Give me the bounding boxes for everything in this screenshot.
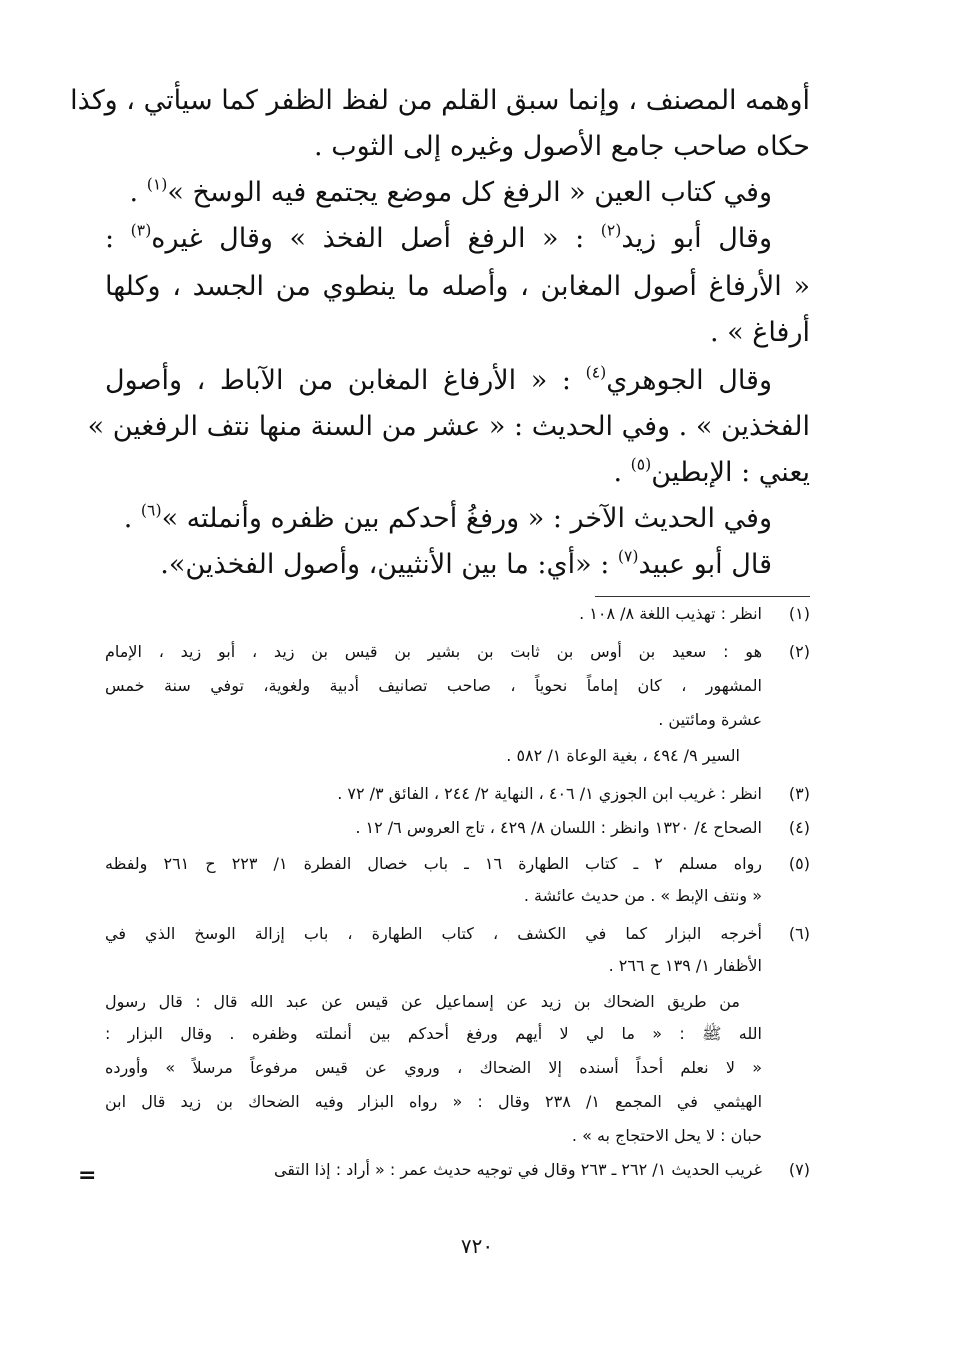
main-line-3-text: وفي كتاب العين « الرفغ كل موضع يجتمع فيه الوسخ » bbox=[167, 177, 772, 208]
footnote-2-line-4 bbox=[506, 740, 740, 772]
footnote-2-number: (٢) bbox=[788, 642, 810, 661]
footnote-ref-4[interactable]: (٤) bbox=[585, 362, 607, 382]
main-line-1-text: أوهمه المصنف ، وإنما سبق القلم من لفظ الظفر كما سيأتي ، وكذا bbox=[70, 85, 810, 116]
footnote-6-line-1 bbox=[105, 918, 810, 950]
main-line-4 bbox=[105, 216, 772, 262]
main-line-8-text: الفخذين » . وفي الحديث : « عشر من السنة منها نتف الرفغين » bbox=[87, 411, 810, 442]
main-line-4-text-b: : « الرفغ أصل الفخذ » وقال غيره bbox=[151, 223, 601, 254]
footnote-3-text: انظر : غريب ابن الجوزي ١/ ٤٠٦ ، النهاية ٢/ ٢٤٤ ، الفائق ٣/ ٧٢ . bbox=[337, 784, 762, 803]
page-number: ٧٢٠ bbox=[460, 1234, 494, 1258]
main-line-7-text-b: : « الأرفاغ المغابن من الآباط ، وأصول bbox=[105, 365, 586, 396]
footnote-6-text-1: أخرجه البزار كما في الكشف ، كتاب الطهارة ، باب إزالة الوسخ الذي في bbox=[105, 924, 762, 943]
main-line-4-text-c: : bbox=[105, 223, 131, 254]
footnote-5-number: (٥) bbox=[788, 854, 810, 873]
footnote-6-line-4 bbox=[105, 1018, 762, 1050]
footnote-2-text-1: هو : سعيد بن أوس بن ثابت بن بشير بن قيس بن زيد ، أبو زيد ، الإمام bbox=[105, 642, 762, 661]
footnote-ref-7[interactable]: (٧) bbox=[617, 546, 639, 566]
footnote-ref-1[interactable]: (١) bbox=[146, 174, 168, 194]
footnote-3 bbox=[105, 778, 810, 810]
main-line-10 bbox=[124, 496, 772, 542]
footnote-2-text-4: السير ٩/ ٤٩٤ ، بغية الوعاة ١/ ٥٨٢ . bbox=[506, 746, 740, 765]
footnote-4 bbox=[105, 812, 810, 844]
footnote-5-line-1 bbox=[105, 848, 810, 880]
footnote-2-text-3: عشرة ومائتين . bbox=[658, 710, 762, 729]
footnote-6-text-5: « لا نعلم أحداً أسنده إلا الضحاك ، وروي عن قيس مرفوعاً مرسلاً » وأورده bbox=[105, 1058, 762, 1077]
footnote-6-text-6: الهيثمي في المجمع ١/ ٢٣٨ وقال : « رواه البزار وفيه الضحاك بن زيد قال ابن bbox=[105, 1092, 763, 1111]
footnote-7-number: (٧) bbox=[788, 1160, 810, 1179]
main-line-11-text-b: : «أي: ما بين الأنثيين، وأصول الفخذين». bbox=[160, 549, 618, 580]
continuation-mark: = bbox=[78, 1163, 97, 1188]
footnote-1 bbox=[105, 598, 810, 630]
main-line-2-text: حكاه صاحب جامع الأصول وغيره إلى الثوب . bbox=[314, 131, 810, 162]
footnote-4-number: (٤) bbox=[788, 818, 810, 837]
footnote-divider bbox=[595, 596, 810, 597]
footnote-6-text-3: من طريق الضحاك بن زيد عن إسماعيل عن قيس عن عبد الله قال : قال رسول bbox=[105, 992, 740, 1011]
footnote-5-text-1: رواه مسلم ٢ ـ كتاب الطهارة ١٦ ـ باب خصال الفطرة ١/ ٢٢٣ ح ٢٦١ ولفظه bbox=[105, 854, 763, 873]
footnote-6-line-5 bbox=[105, 1052, 762, 1084]
main-line-10-text-a: وفي الحديث الآخر : « ورفغُ أحدكم بين ظفره وأنملته » bbox=[161, 503, 772, 534]
footnote-5-line-2 bbox=[524, 880, 762, 912]
main-line-4-text-a: وقال أبو زيد bbox=[621, 223, 772, 254]
footnote-2-line-1 bbox=[105, 636, 810, 668]
main-line-3-end: . bbox=[129, 177, 147, 208]
main-line-7-text-a: وقال الجوهري bbox=[606, 365, 772, 396]
main-line-5 bbox=[105, 264, 810, 310]
main-line-1 bbox=[70, 78, 810, 124]
footnote-2-line-3 bbox=[658, 704, 762, 736]
main-line-2 bbox=[314, 124, 810, 170]
main-line-6-text: أرفاغ » . bbox=[709, 317, 810, 348]
footnote-ref-6[interactable]: (٦) bbox=[140, 500, 162, 520]
footnote-7-text: غريب الحديث ١/ ٢٦٢ ـ ٢٦٣ وقال في توجيه حديث عمر : « أراد : إذا التقى bbox=[273, 1160, 762, 1179]
footnote-2-line-2 bbox=[105, 670, 762, 702]
footnote-6-text-4: الله ﷺ : « ما لي لا أيهم ورفغ أحدكم بين أنملته وظفره . وقال البزار : bbox=[105, 1024, 762, 1043]
footnote-7 bbox=[105, 1154, 810, 1186]
footnote-2-text-2: المشهور ، كان إماماً نحوياً ، صاحب تصانيف أدبية ولغوية، توفي سنة خمس bbox=[105, 676, 762, 695]
main-line-8 bbox=[87, 404, 810, 450]
footnote-6-text-7: حبان : لا يحل الاحتجاج به » . bbox=[571, 1126, 762, 1145]
main-line-9-text-a: يعني : الإبطين bbox=[651, 457, 810, 488]
main-line-9 bbox=[613, 450, 810, 496]
footnote-1-text: انظر : تهذيب اللغة ٨/ ١٠٨ . bbox=[579, 604, 762, 623]
footnote-5-text-2: « ونتف الإبط » . من حديث عائشة . bbox=[523, 886, 762, 905]
footnote-6-line-3 bbox=[105, 986, 740, 1018]
footnote-6-line-6 bbox=[105, 1086, 762, 1118]
main-line-9-text-b: . bbox=[613, 457, 631, 488]
main-line-3 bbox=[130, 170, 772, 216]
footnote-6-line-2 bbox=[609, 950, 762, 982]
footnote-ref-3[interactable]: (٣) bbox=[130, 220, 152, 240]
main-line-11 bbox=[160, 542, 772, 588]
main-line-10-text-b: . bbox=[123, 503, 141, 534]
main-line-11-text-a: قال أبو عبيد bbox=[638, 549, 772, 580]
footnote-4-text: الصحاح ٤/ ١٣٢٠ وانظر : اللسان ٨/ ٤٢٩ ، تاج العروس ٦/ ١٢ . bbox=[355, 818, 762, 837]
footnote-ref-2[interactable]: (٢) bbox=[600, 220, 622, 240]
footnote-ref-5[interactable]: (٥) bbox=[630, 454, 652, 474]
footnote-6-number: (٦) bbox=[788, 924, 810, 943]
footnote-6-line-7 bbox=[572, 1120, 762, 1152]
footnote-1-number: (١) bbox=[788, 604, 810, 623]
main-line-5-text: « الأرفاغ أصول المغابن ، وأصله ما ينطوي من الجسد ، وكلها bbox=[105, 271, 810, 302]
footnote-3-number: (٣) bbox=[788, 784, 810, 803]
footnote-6-text-2: الأظفار ١/ ١٣٩ ح ٢٦٦ . bbox=[608, 956, 762, 975]
main-line-7 bbox=[105, 358, 772, 404]
main-line-6 bbox=[710, 310, 810, 356]
